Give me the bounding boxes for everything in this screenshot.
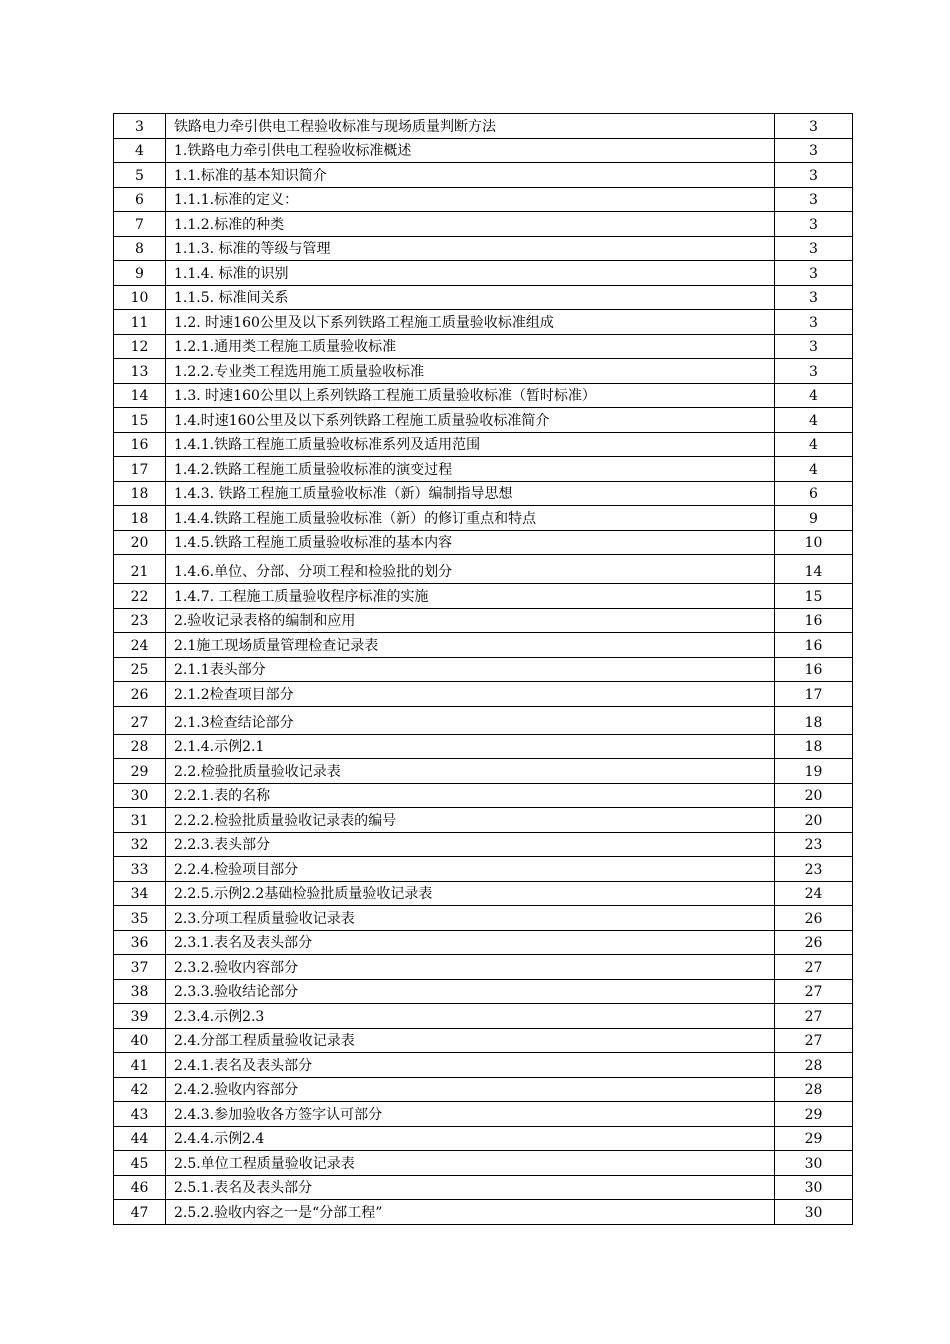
page-number: 18 xyxy=(775,734,853,759)
table-row xyxy=(114,1077,853,1102)
page-number: 23 xyxy=(775,857,853,882)
toc-entry-title: 2.3.分项工程质量验收记录表 xyxy=(166,906,775,931)
row-number: 41 xyxy=(114,1053,166,1078)
toc-entry-title: 1.4.4.铁路工程施工质量验收标准（新）的修订重点和特点 xyxy=(166,506,775,531)
toc-entry-title: 1.2.1.通用类工程施工质量验收标准 xyxy=(166,334,775,359)
row-number: 6 xyxy=(114,187,166,212)
row-number: 24 xyxy=(114,633,166,658)
table-row xyxy=(114,114,853,139)
row-number: 3 xyxy=(114,114,166,139)
page-number: 3 xyxy=(775,310,853,335)
toc-body xyxy=(114,114,853,1225)
toc-entry-title: 2.2.检验批质量验收记录表 xyxy=(166,759,775,784)
row-number: 39 xyxy=(114,1004,166,1029)
table-row xyxy=(114,187,853,212)
row-number: 15 xyxy=(114,408,166,433)
table-row xyxy=(114,759,853,784)
table-row xyxy=(114,334,853,359)
table-row xyxy=(114,408,853,433)
toc-entry-title: 2.1.2检查项目部分 xyxy=(166,682,775,707)
page-number: 4 xyxy=(775,432,853,457)
row-number: 30 xyxy=(114,783,166,808)
toc-entry-title: 2.5.2.验收内容之一是“分部工程” xyxy=(166,1200,775,1225)
table-row xyxy=(114,310,853,335)
page-number: 27 xyxy=(775,955,853,980)
toc-entry-title: 2.2.5.示例2.2基础检验批质量验收记录表 xyxy=(166,881,775,906)
table-row xyxy=(114,212,853,237)
toc-entry-title: 1.4.时速160公里及以下系列铁路工程施工质量验收标准简介 xyxy=(166,408,775,433)
toc-table xyxy=(113,113,853,1225)
page-number: 3 xyxy=(775,212,853,237)
page-number: 28 xyxy=(775,1077,853,1102)
table-row xyxy=(114,506,853,531)
page-number: 3 xyxy=(775,187,853,212)
table-row xyxy=(114,359,853,384)
row-number: 25 xyxy=(114,657,166,682)
page-number: 15 xyxy=(775,584,853,609)
table-row xyxy=(114,383,853,408)
toc-entry-title: 2.3.1.表名及表头部分 xyxy=(166,930,775,955)
row-number: 9 xyxy=(114,261,166,286)
toc-entry-title: 1.1.3. 标准的等级与管理 xyxy=(166,236,775,261)
row-number: 13 xyxy=(114,359,166,384)
toc-entry-title: 1.1.4. 标准的识别 xyxy=(166,261,775,286)
toc-entry-title: 1.3. 时速160公里以上系列铁路工程施工质量验收标准（暂时标准） xyxy=(166,383,775,408)
toc-entry-title: 1.4.6.单位、分部、分项工程和检验批的划分 xyxy=(166,555,775,584)
page-number: 18 xyxy=(775,706,853,734)
table-row xyxy=(114,1151,853,1176)
table-row xyxy=(114,1102,853,1127)
table-row xyxy=(114,682,853,707)
page-number: 3 xyxy=(775,236,853,261)
row-number: 32 xyxy=(114,832,166,857)
row-number: 40 xyxy=(114,1028,166,1053)
table-row xyxy=(114,955,853,980)
toc-entry-title: 1.1.5. 标准间关系 xyxy=(166,285,775,310)
table-row xyxy=(114,1126,853,1151)
page-number: 3 xyxy=(775,163,853,188)
page-number: 4 xyxy=(775,457,853,482)
page-number: 16 xyxy=(775,608,853,633)
page-number: 27 xyxy=(775,1028,853,1053)
toc-entry-title: 1.铁路电力牵引供电工程验收标准概述 xyxy=(166,138,775,163)
toc-entry-title: 2.验收记录表格的编制和应用 xyxy=(166,608,775,633)
toc-entry-title: 2.4.3.参加验收各方签字认可部分 xyxy=(166,1102,775,1127)
row-number: 22 xyxy=(114,584,166,609)
row-number: 37 xyxy=(114,955,166,980)
toc-entry-title: 1.2. 时速160公里及以下系列铁路工程施工质量验收标准组成 xyxy=(166,310,775,335)
row-number: 11 xyxy=(114,310,166,335)
page-number: 4 xyxy=(775,383,853,408)
row-number: 34 xyxy=(114,881,166,906)
table-row xyxy=(114,633,853,658)
row-number: 26 xyxy=(114,682,166,707)
toc-entry-title: 铁路电力牵引供电工程验收标准与现场质量判断方法 xyxy=(166,114,775,139)
page-number: 3 xyxy=(775,285,853,310)
row-number: 31 xyxy=(114,808,166,833)
toc-entry-title: 2.2.3.表头部分 xyxy=(166,832,775,857)
page-number: 29 xyxy=(775,1126,853,1151)
row-number: 45 xyxy=(114,1151,166,1176)
table-row xyxy=(114,783,853,808)
row-number: 5 xyxy=(114,163,166,188)
table-row xyxy=(114,236,853,261)
row-number: 21 xyxy=(114,555,166,584)
page-number: 26 xyxy=(775,930,853,955)
page-number: 3 xyxy=(775,138,853,163)
toc-entry-title: 1.4.3. 铁路工程施工质量验收标准（新）编制指导思想 xyxy=(166,481,775,506)
table-row xyxy=(114,832,853,857)
toc-entry-title: 1.1.1.标准的定义： xyxy=(166,187,775,212)
table-row xyxy=(114,808,853,833)
row-number: 33 xyxy=(114,857,166,882)
row-number: 23 xyxy=(114,608,166,633)
page-number: 30 xyxy=(775,1175,853,1200)
table-row xyxy=(114,857,853,882)
row-number: 17 xyxy=(114,457,166,482)
table-row xyxy=(114,1200,853,1225)
toc-entry-title: 1.4.1.铁路工程施工质量验收标准系列及适用范围 xyxy=(166,432,775,457)
page-number: 17 xyxy=(775,682,853,707)
toc-entry-title: 1.4.7. 工程施工质量验收程序标准的实施 xyxy=(166,584,775,609)
row-number: 18 xyxy=(114,506,166,531)
table-row xyxy=(114,584,853,609)
row-number: 42 xyxy=(114,1077,166,1102)
toc-entry-title: 2.4.1.表名及表头部分 xyxy=(166,1053,775,1078)
row-number: 20 xyxy=(114,530,166,555)
row-number: 8 xyxy=(114,236,166,261)
toc-entry-title: 2.4.分部工程质量验收记录表 xyxy=(166,1028,775,1053)
table-row xyxy=(114,481,853,506)
toc-entry-title: 2.2.1.表的名称 xyxy=(166,783,775,808)
table-row xyxy=(114,706,853,734)
table-row xyxy=(114,906,853,931)
toc-entry-title: 2.5.单位工程质量验收记录表 xyxy=(166,1151,775,1176)
toc-entry-title: 2.2.4.检验项目部分 xyxy=(166,857,775,882)
row-number: 38 xyxy=(114,979,166,1004)
row-number: 10 xyxy=(114,285,166,310)
table-row xyxy=(114,530,853,555)
page-number: 30 xyxy=(775,1200,853,1225)
table-row xyxy=(114,1175,853,1200)
row-number: 18 xyxy=(114,481,166,506)
page-number: 4 xyxy=(775,408,853,433)
page-number: 29 xyxy=(775,1102,853,1127)
toc-entry-title: 2.1.4.示例2.1 xyxy=(166,734,775,759)
toc-entry-title: 2.1.1表头部分 xyxy=(166,657,775,682)
page-number: 14 xyxy=(775,555,853,584)
table-row xyxy=(114,432,853,457)
row-number: 16 xyxy=(114,432,166,457)
row-number: 35 xyxy=(114,906,166,931)
page-number: 30 xyxy=(775,1151,853,1176)
toc-entry-title: 1.1.标准的基本知识简介 xyxy=(166,163,775,188)
row-number: 46 xyxy=(114,1175,166,1200)
table-row xyxy=(114,608,853,633)
table-row xyxy=(114,138,853,163)
page-number: 27 xyxy=(775,1004,853,1029)
row-number: 12 xyxy=(114,334,166,359)
page-number: 3 xyxy=(775,359,853,384)
toc-entry-title: 2.3.2.验收内容部分 xyxy=(166,955,775,980)
toc-entry-title: 1.4.2.铁路工程施工质量验收标准的演变过程 xyxy=(166,457,775,482)
table-row xyxy=(114,930,853,955)
page-number: 26 xyxy=(775,906,853,931)
row-number: 43 xyxy=(114,1102,166,1127)
table-row xyxy=(114,457,853,482)
toc-entry-title: 2.3.3.验收结论部分 xyxy=(166,979,775,1004)
table-row xyxy=(114,1004,853,1029)
page-number: 23 xyxy=(775,832,853,857)
table-row xyxy=(114,163,853,188)
table-row xyxy=(114,881,853,906)
page-number: 9 xyxy=(775,506,853,531)
table-row xyxy=(114,979,853,1004)
row-number: 44 xyxy=(114,1126,166,1151)
page-number: 28 xyxy=(775,1053,853,1078)
row-number: 47 xyxy=(114,1200,166,1225)
page-number: 27 xyxy=(775,979,853,1004)
toc-entry-title: 2.5.1.表名及表头部分 xyxy=(166,1175,775,1200)
toc-entry-title: 1.1.2.标准的种类 xyxy=(166,212,775,237)
toc-entry-title: 2.2.2.检验批质量验收记录表的编号 xyxy=(166,808,775,833)
row-number: 28 xyxy=(114,734,166,759)
page-number: 19 xyxy=(775,759,853,784)
page-number: 20 xyxy=(775,783,853,808)
page-number: 6 xyxy=(775,481,853,506)
toc-entry-title: 2.4.4.示例2.4 xyxy=(166,1126,775,1151)
toc-entry-title: 2.1.3检查结论部分 xyxy=(166,706,775,734)
toc-entry-title: 2.4.2.验收内容部分 xyxy=(166,1077,775,1102)
row-number: 7 xyxy=(114,212,166,237)
table-row xyxy=(114,657,853,682)
page-number: 20 xyxy=(775,808,853,833)
row-number: 27 xyxy=(114,706,166,734)
page-number: 16 xyxy=(775,633,853,658)
table-row xyxy=(114,555,853,584)
page-number: 3 xyxy=(775,334,853,359)
table-row xyxy=(114,1028,853,1053)
row-number: 36 xyxy=(114,930,166,955)
page-number: 16 xyxy=(775,657,853,682)
table-row xyxy=(114,734,853,759)
page-number: 3 xyxy=(775,261,853,286)
page-number: 10 xyxy=(775,530,853,555)
toc-entry-title: 2.1施工现场质量管理检查记录表 xyxy=(166,633,775,658)
toc-entry-title: 2.3.4.示例2.3 xyxy=(166,1004,775,1029)
toc-entry-title: 1.4.5.铁路工程施工质量验收标准的基本内容 xyxy=(166,530,775,555)
row-number: 4 xyxy=(114,138,166,163)
page-number: 24 xyxy=(775,881,853,906)
table-row xyxy=(114,1053,853,1078)
table-row xyxy=(114,261,853,286)
table-row xyxy=(114,285,853,310)
row-number: 14 xyxy=(114,383,166,408)
page-number: 3 xyxy=(775,114,853,139)
toc-entry-title: 1.2.2.专业类工程选用施工质量验收标准 xyxy=(166,359,775,384)
row-number: 29 xyxy=(114,759,166,784)
